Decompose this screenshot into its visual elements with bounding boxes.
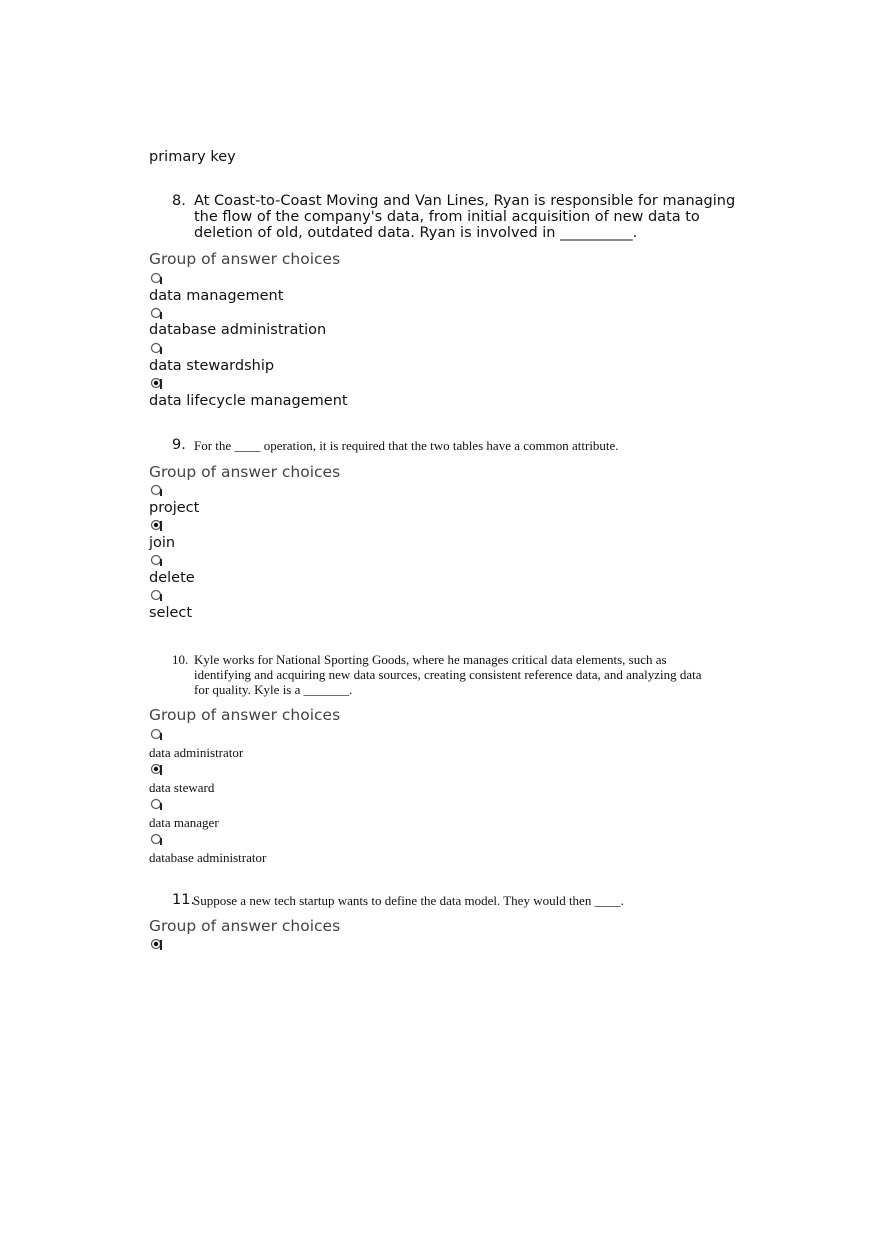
q8-choice-1-label: data management — [149, 288, 284, 304]
question-8-text: At Coast-to-Coast Moving and Van Lines, Ryan is responsible for managing the flow of the company's data, from initial acquisition of new data to deletion of old, outdated data. Ryan is involved in __________. — [194, 193, 736, 241]
q10-choice-2-label: data steward — [149, 780, 215, 795]
q8-choice-3-label: data stewardship — [149, 358, 275, 374]
question-10-number: 10. — [172, 652, 189, 667]
q9-choice-3-radio[interactable] — [150, 554, 163, 567]
q10-choice-4-label: database administrator — [149, 850, 267, 865]
q9-choice-1-label: project — [149, 500, 200, 516]
q8-choice-3-radio[interactable] — [150, 342, 163, 355]
question-11-text: Suppose a new tech startup wants to define the data model. They would then ____. — [193, 893, 624, 908]
q9-choice-1-radio[interactable] — [150, 484, 163, 497]
previous-answer-text: primary key — [149, 149, 236, 165]
question-9-group-label: Group of answer choices — [149, 463, 341, 481]
q8-choice-2-radio[interactable] — [150, 307, 163, 320]
q10-choice-2-radio-selected[interactable] — [150, 763, 163, 776]
q9-choice-2-label: join — [149, 535, 176, 551]
question-9-number: 9. — [172, 437, 186, 453]
question-9-text: For the ____ operation, it is required that the two tables have a common attribute. — [194, 438, 619, 453]
q9-choice-4-label: select — [149, 605, 193, 621]
q9-choice-3-label: delete — [149, 570, 195, 586]
q8-choice-4-label: data lifecycle management — [149, 393, 348, 409]
q8-choice-2-label: database administration — [149, 322, 327, 338]
q10-choice-1-label: data administrator — [149, 745, 244, 760]
q10-choice-4-radio[interactable] — [150, 833, 163, 846]
q8-choice-4-radio-selected[interactable] — [150, 377, 163, 390]
q8-choice-1-radio[interactable] — [150, 272, 163, 285]
q9-choice-2-radio-selected[interactable] — [150, 519, 163, 532]
q10-choice-3-label: data manager — [149, 815, 219, 830]
question-8-group-label: Group of answer choices — [149, 250, 341, 268]
question-11-number: 11. — [172, 892, 196, 908]
q9-choice-4-radio[interactable] — [150, 589, 163, 602]
question-8-number: 8. — [172, 193, 186, 209]
q11-choice-1-radio-selected[interactable] — [150, 938, 163, 951]
q10-choice-3-radio[interactable] — [150, 798, 163, 811]
question-11-group-label: Group of answer choices — [149, 917, 341, 935]
question-10-text: Kyle works for National Sporting Goods, where he manages critical data elements, such as identifying and acquiring new data sources, creating consistent reference data, and analyzing data for quality. Kyle is a _______. — [194, 652, 702, 697]
question-10-group-label: Group of answer choices — [149, 706, 341, 724]
q10-choice-1-radio[interactable] — [150, 728, 163, 741]
